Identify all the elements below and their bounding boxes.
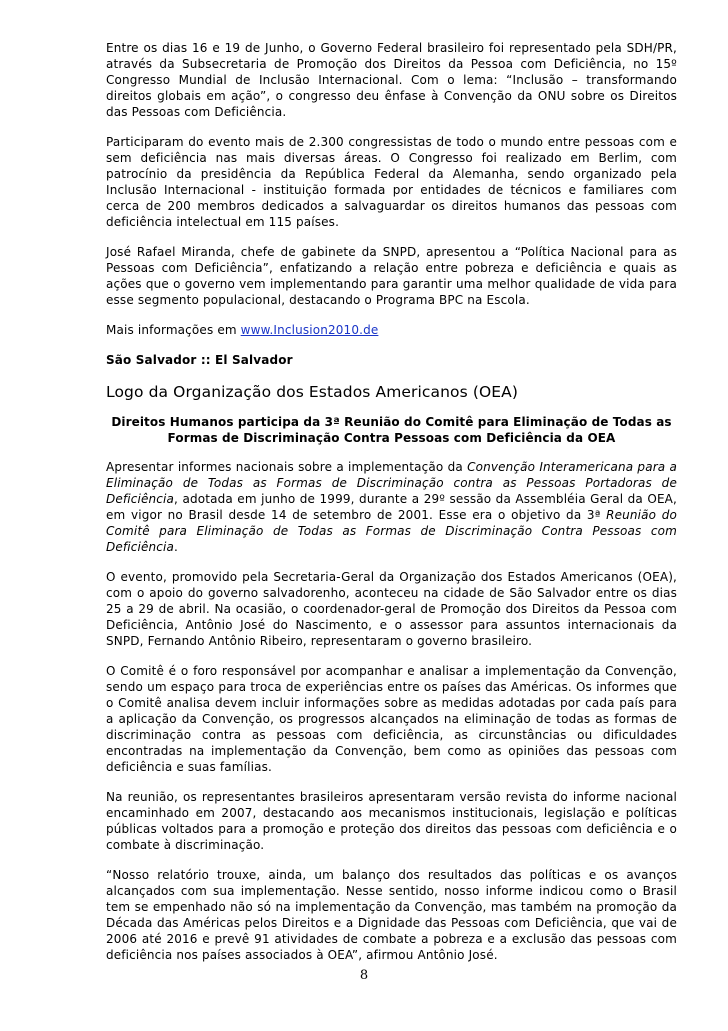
logo-caption: Logo da Organização dos Estados Americanos (OEA) [106, 383, 519, 401]
paragraph-miranda: José Rafael Miranda, chefe de gabinete da SNPD, apresentou a “Política Nacional para as Pessoas com Deficiência”, enfatizando a relação entre pobreza e deficiência e quais as ações que o governo vem implementando para garantir uma melhor qualidade de vida para esse segmento populacional, destacando o Programa BPC na Escola. [106, 245, 677, 307]
article-heading: Direitos Humanos participa da 3ª Reunião do Comitê para Eliminação de Todas as Formas de Discriminação Contra Pessoas com Deficiência da OEA [111, 415, 672, 445]
paragraph-evento: O evento, promovido pela Secretaria-Geral da Organização dos Estados Americanos (OEA), com o apoio do governo salvadorenho, aconteceu na cidade de São Salvador entre os dias 25 a 29 de abril. Na ocasião, o coordenador-geral de Promoção dos Direitos da Pessoa com Deficiência, Antônio José do Nascimento, e o assessor para assuntos internacionais da SNPD, Fernando Antônio Ribeiro, representaram o governo brasileiro. [106, 570, 677, 648]
paragraph-quote: “Nosso relatório trouxe, ainda, um balanço dos resultados das políticas e os avanços alcançados com sua implementação. Nesse sentido, nosso informe indicou como o Brasil tem se empenhado não só na implementação da Convenção, mas também na promoção da Década das Américas pelos Direitos e a Dignidade das Pessoas com Deficiência, que vai de 2006 até 2016 e prevê 91 atividades de combate a pobreza e a exclusão das pessoas com deficiência nos países associados à OEA”, afirmou Antônio José. [106, 868, 677, 962]
p4-part-c: , adotada em junho de 1999, durante a 29º sessão da Assembléia Geral da OEA, em vigor no Brasil desde 14 de setembro de 2001. Esse era o objetivo da 3ª [106, 492, 677, 522]
convention-title: Convenção Interamericana para a Eliminação de Todas as Formas de Discriminação contra as Pessoas Portadoras de Deficiência [106, 460, 677, 506]
paragraph-participants: Participaram do evento mais de 2.300 congressistas de todo o mundo entre pessoas com e sem deficiência nas mais diversas áreas. O Congresso foi realizado em Berlim, com patrocínio da presidência da República Federal da Alemanha, sendo organizado pela Inclusão Internacional - instituição formada por entidades de técnicos e familiares com cerca de 200 membros dedicados a salvaguardar os direitos humanos das pessoas com deficiência intelectual em 115 países. [106, 135, 677, 229]
p4-part-e: . [174, 540, 179, 554]
more-info-line [106, 322, 677, 338]
paragraph-comite: O Comitê é o foro responsável por acompanhar e analisar a implementação da Convenção, sendo um espaço para troca de experiências entre os países das Américas. Os informes que o Comitê analisa devem incluir informações sobre as medidas adotadas por cada país para a aplicação da Convenção, os progressos alcançados na eliminação de todas as formas de discriminação contra as pessoas com deficiência, as circunstâncias ou dificuldades encontradas na implementação da Convenção, bem como as opiniões das pessoas com deficiência e suas famílias. [106, 664, 677, 774]
inclusion2010-link[interactable]: www.Inclusion2010.de [240, 323, 379, 337]
paragraph-informes [106, 459, 677, 555]
location-line: São Salvador :: El Salvador [106, 353, 293, 367]
paragraph-congress-intro: Entre os dias 16 e 19 de Junho, o Governo Federal brasileiro foi representado pela SDH/PR, através da Subsecretaria de Promoção dos Direitos da Pessoa com Deficiência, no 15º Congresso Mundial de Inclusão Internacional. Com o lema: “Inclusão – transformando direitos globais em ação”, o congresso deu ênfase à Convenção da ONU sobre os Direitos das Pessoas com Deficiência. [106, 41, 677, 119]
p4-part-a: Apresentar informes nacionais sobre a implementação da [106, 460, 468, 474]
document-body [106, 40, 677, 977]
meeting-title: Reunião do Comitê para Eliminação de Todas as Formas de Discriminação Contra Pessoas com Deficiência [106, 508, 677, 554]
page-number: 8 [359, 968, 369, 983]
paragraph-reuniao: Na reunião, os representantes brasileiros apresentaram versão revista do informe nacional encaminhado em 2007, destacando aos mecanismos institucionais, legislação e políticas públicas voltados para a promoção e proteção dos direitos das pessoas com deficiência e o combate à discriminação. [106, 790, 677, 852]
more-info-prefix: Mais informações em [106, 323, 241, 337]
